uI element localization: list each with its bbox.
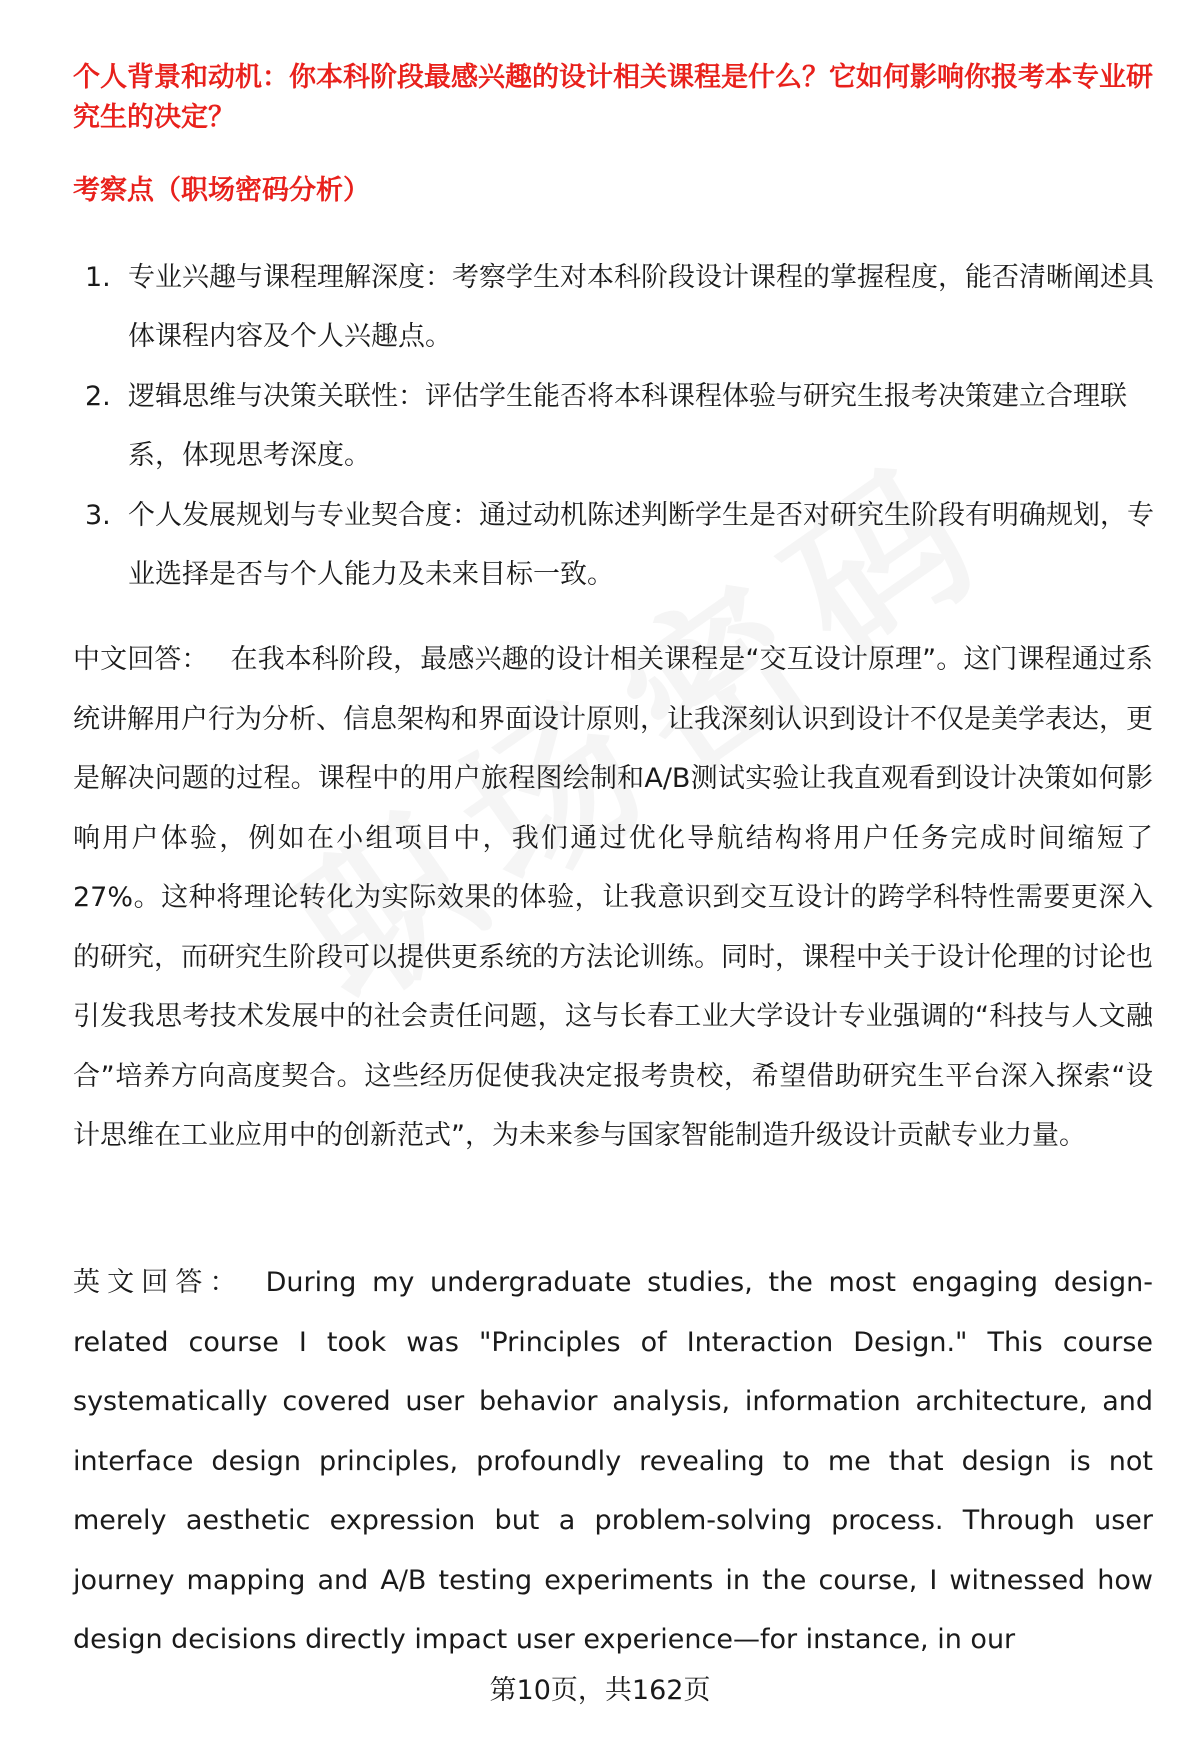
evaluation-points-list (85, 248, 1155, 605)
list-item-number: 3. (85, 500, 111, 531)
list-item-number: 2. (85, 381, 111, 412)
page-number-footer: 第10页，共162页 (489, 1675, 711, 1706)
question-heading: 个人背景和动机：你本科阶段最感兴趣的设计相关课程是什么？它如何影响你报考本专业研究生的决定？ (73, 62, 1153, 133)
chinese-answer-label: 中文回答： (73, 644, 209, 675)
chinese-answer-text: 在我本科阶段，最感兴趣的设计相关课程是“交互设计原理”。这门课程通过系统讲解用户行为分析、信息架构和界面设计原则，让我深刻认识到设计不仅是美学表达，更是解决问题的过程。课程中的用户旅程图绘制和A/B测试实验让我直观看到设计决策如何影响用户体验，例如在小组项目中，我们通过优化导航结构将用户任务完成时间缩短了27%。这种将理论转化为实际效果的体验，让我意识到交互设计的跨学科特性需要更深入的研究，而研究生阶段可以提供更系统的方法论训练。同时，课程中关于设计伦理的讨论也引发我思考技术发展中的社会责任问题，这与长春工业大学设计专业强调的“科技与人文融合”培养方向高度契合。这些经历促使我决定报考贵校，希望借助研究生平台深入探索“设计思维在工业应用中的创新范式”，为未来参与国家智能制造升级设计贡献专业力量。 (73, 644, 1153, 1151)
list-item (85, 367, 1155, 485)
list-item (85, 486, 1155, 604)
chinese-answer (73, 630, 1153, 1166)
section-title: 考察点（职场密码分析） (73, 175, 370, 206)
english-answer-text: During my undergraduate studies, the most engaging design-related course I took was "Principles of Interaction Design." This course systematically covered user behavior analysis, information architecture, and interface design principles, profoundly revealing to me that design is not merely aesthetic expression but a problem-solving process. Through user journey mapping and A/B testing experiments in the course, I witnessed how design decisions directly impact user experience—for instance, in our (73, 1267, 1154, 1655)
list-item-text: 逻辑思维与决策关联性：评估学生能否将本科课程体验与研究生报考决策建立合理联系，体现思考深度。 (128, 381, 1127, 471)
list-item-number: 1. (85, 262, 111, 293)
list-item-text: 专业兴趣与课程理解深度：考察学生对本科阶段设计课程的掌握程度，能否清晰阐述具体课程内容及个人兴趣点。 (128, 262, 1154, 352)
list-item-text: 个人发展规划与专业契合度：通过动机陈述判断学生是否对研究生阶段有明确规划，专业选择是否与个人能力及未来目标一致。 (128, 500, 1154, 590)
list-item (85, 248, 1155, 366)
english-answer-label: 英文回答： (73, 1267, 244, 1298)
english-answer (73, 1253, 1153, 1670)
